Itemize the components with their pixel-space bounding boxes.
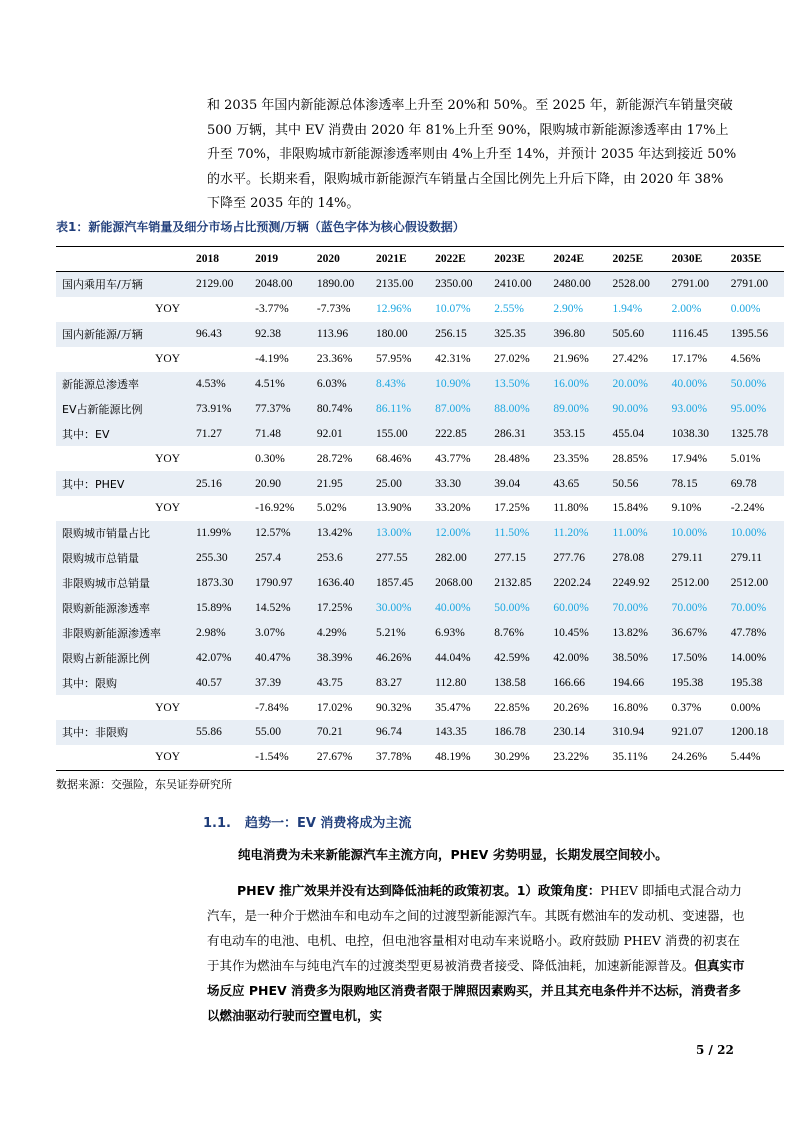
table-cell: 25.16 [190, 471, 249, 496]
table-cell: 180.00 [370, 322, 429, 347]
table-cell: 10.07% [435, 303, 471, 316]
table-cell: 4.51% [249, 372, 311, 397]
bold-phrase: 但真实市场反应 PHEV 消费多为限购地区消费者限于牌照因素购买，并且其充电条件并不达标，消费者多以燃油驱动行驶而空置电机，实 [207, 958, 745, 1023]
table-cell: 195.38 [666, 670, 725, 695]
data-source: 数据来源：交强险，东吴证券研究所 [56, 778, 232, 791]
table-cell: 9.10% [671, 502, 702, 515]
table-cell: 10.00% [725, 521, 784, 546]
row-label: 限购城市销量占比 [56, 521, 190, 546]
table-cell [190, 347, 249, 372]
table-cell: 23.22% [547, 745, 606, 770]
table-cell: 69.78 [725, 471, 784, 496]
table-cell: 77.37% [249, 396, 311, 421]
table-cell: 39.04 [488, 471, 547, 496]
table-row [56, 571, 784, 596]
table-cell: 255.30 [190, 546, 249, 571]
row-label: 非限购新能源渗透率 [56, 620, 190, 645]
table-cell: 71.48 [249, 421, 311, 446]
table-cell: 1890.00 [311, 272, 370, 297]
header-year: 2035E [725, 247, 784, 272]
table-row [56, 421, 784, 446]
row-label: YOY [155, 303, 180, 316]
table-cell: 2.98% [190, 620, 249, 645]
table-cell: 2129.00 [190, 272, 249, 297]
row-label: 其中：限购 [56, 670, 190, 695]
row-label: 国内新能源/万辆 [56, 322, 190, 347]
table-row [56, 521, 784, 546]
table-cell: 15.84% [612, 502, 648, 515]
table-cell: 11.80% [553, 502, 589, 515]
table-cell: 5.01% [730, 452, 761, 465]
table-cell: 1.94% [612, 303, 643, 316]
table-cell: 83.27 [370, 670, 429, 695]
row-label: YOY [155, 452, 180, 465]
table-row [56, 596, 784, 621]
table-cell: 1200.18 [725, 720, 784, 745]
table-cell: 2.55% [494, 303, 524, 316]
table-cell: 33.20% [435, 502, 471, 515]
table-cell: 279.11 [725, 546, 784, 571]
table-cell: 92.38 [249, 322, 311, 347]
table-cell [190, 446, 249, 471]
table-cell: 11.99% [190, 521, 249, 546]
table-row [56, 297, 784, 322]
table-cell: 43.77% [435, 452, 471, 465]
table-cell: 10.00% [666, 521, 725, 546]
table-cell: 138.58 [488, 670, 547, 695]
table-cell: 282.00 [429, 546, 488, 571]
table-row [56, 396, 784, 421]
table-cell: 37.78% [370, 745, 429, 770]
table-cell: 286.31 [488, 421, 547, 446]
table-cell: 50.00% [725, 372, 784, 397]
header-year: 2018 [190, 247, 249, 272]
table-cell: 2350.00 [429, 272, 488, 297]
table-cell: 15.89% [190, 596, 249, 621]
table-cell: -3.77% [255, 303, 289, 316]
table-cell: 5.21% [370, 620, 429, 645]
row-label: YOY [155, 353, 180, 366]
table-cell: 2048.00 [249, 272, 311, 297]
table-cell: 2528.00 [607, 272, 666, 297]
table-cell: 325.35 [488, 322, 547, 347]
table-row [56, 471, 784, 496]
table-cell: 70.21 [311, 720, 370, 745]
table-cell: 2132.85 [488, 571, 547, 596]
table-cell: 73.91% [190, 396, 249, 421]
table-cell [190, 695, 249, 720]
bold-phrase: PHEV 推广效果并没有达到降低油耗的政策初衷。1）政策角度： [237, 883, 601, 898]
table-cell: 277.15 [488, 546, 547, 571]
table-cell: 4.53% [190, 372, 249, 397]
table-cell: 17.25% [311, 596, 370, 621]
table-cell: 256.15 [429, 322, 488, 347]
table-cell: 17.25% [494, 502, 530, 515]
table-cell: 222.85 [429, 421, 488, 446]
table-cell: 35.47% [435, 701, 471, 714]
table-cell: 42.31% [435, 353, 471, 366]
table-caption: 表1：新能源汽车销量及细分市场占比预测/万辆（蓝色字体为核心假设数据） [56, 220, 465, 234]
table-cell: 13.50% [488, 372, 547, 397]
table-cell: 89.00% [547, 396, 606, 421]
table-cell: 14.52% [249, 596, 311, 621]
table-cell: 23.36% [316, 353, 353, 366]
row-label: 限购新能源渗透率 [56, 596, 190, 621]
table-cell: 17.94% [671, 452, 708, 465]
table-cell: 86.11% [370, 396, 429, 421]
table-cell: 55.00 [249, 720, 311, 745]
table-cell: 12.00% [429, 521, 488, 546]
intro-line: 升至 70%，非限购城市新能源渗透率则由 4%上升至 14%，并预计 2035 年达到接近 50% [207, 147, 737, 162]
table-cell: 2791.00 [666, 272, 725, 297]
table-cell: 42.00% [547, 645, 606, 670]
table-cell: 70.00% [607, 596, 666, 621]
table-cell: 2.90% [553, 303, 584, 316]
intro-line: 的水平。长期来看，限购城市新能源汽车销量占全国比例先上升后下降，由 2020 年 38% [207, 171, 724, 187]
table-cell: 112.80 [429, 670, 488, 695]
table-cell: 13.42% [311, 521, 370, 546]
table-cell [190, 745, 249, 770]
row-label: 其中：EV [56, 421, 190, 446]
intro-paragraph [207, 94, 745, 217]
row-label: 限购城市总销量 [56, 546, 190, 571]
table-cell: 55.86 [190, 720, 249, 745]
header-year: 2021E [370, 247, 429, 272]
table-cell: 396.80 [547, 322, 606, 347]
row-label: 限购占新能源比例 [56, 645, 190, 670]
table-cell: 46.26% [370, 645, 429, 670]
table-cell: 70.00% [725, 596, 784, 621]
intro-line: 500 万辆，其中 EV 消费由 2020 年 81%上升至 90%，限购城市新能源渗透率由 17%上 [207, 122, 729, 138]
table-cell: 44.04% [429, 645, 488, 670]
table-cell: 11.20% [547, 521, 606, 546]
table-cell: 28.85% [612, 452, 648, 465]
row-label: 其中：非限购 [56, 720, 190, 745]
table-cell: 47.78% [725, 620, 784, 645]
table-cell: 21.95 [311, 471, 370, 496]
table-cell: 68.46% [376, 452, 412, 465]
table-cell: -2.24% [730, 502, 765, 515]
table-cell: 96.43 [190, 322, 249, 347]
table-cell: 20.26% [553, 701, 589, 714]
table-cell: 195.38 [725, 670, 784, 695]
header-year: 2025E [607, 247, 666, 272]
table-cell: 80.74% [311, 396, 370, 421]
table-cell: 30.29% [488, 745, 547, 770]
table-row [56, 372, 784, 397]
table-cell: 95.00% [725, 396, 784, 421]
section-heading [203, 812, 411, 831]
table-row [56, 745, 784, 770]
table-cell: 28.48% [494, 452, 530, 465]
table-cell: 36.67% [666, 620, 725, 645]
table-cell: 33.30 [429, 471, 488, 496]
table-cell: 17.17% [671, 353, 708, 366]
table-cell: 279.11 [666, 546, 725, 571]
table-row [56, 446, 784, 471]
table-cell: 143.35 [429, 720, 488, 745]
table-cell: 155.00 [370, 421, 429, 446]
table-cell: 50.56 [607, 471, 666, 496]
table-cell: 257.4 [249, 546, 311, 571]
table-cell: 88.00% [488, 396, 547, 421]
table-cell: 353.15 [547, 421, 606, 446]
table-cell: 4.29% [311, 620, 370, 645]
table-cell: -4.19% [255, 353, 289, 366]
table-header-row [56, 247, 784, 272]
table-cell: 22.85% [494, 701, 530, 714]
table-cell: 50.00% [488, 596, 547, 621]
table-cell: 10.90% [429, 372, 488, 397]
table-cell: 5.44% [725, 745, 784, 770]
table-cell: 186.78 [488, 720, 547, 745]
body-text: PHEV 即插电式混合动力汽车，是一种介于燃油车和电动车之间的过渡型新能源汽车。其既有燃油车的发动机、变速器，也有电动车的电池、电机、电控，但电池容量相对电动车来说略小。政府鼓励 PHEV 消费的初衷在于其作为燃油车与纯电汽车的过渡类型更易被消费者接受、降低油耗，加速新能源普及。 [207, 883, 745, 973]
table-row [56, 720, 784, 745]
table-cell: 13.00% [370, 521, 429, 546]
table-cell: 2512.00 [725, 571, 784, 596]
table-cell: 1116.45 [666, 322, 725, 347]
header-year: 2019 [249, 247, 311, 272]
table-cell: 1395.56 [725, 322, 784, 347]
table-cell: 13.82% [607, 620, 666, 645]
table-cell [190, 297, 249, 322]
table-cell: 6.03% [311, 372, 370, 397]
row-label: EV占新能源比例 [56, 396, 190, 421]
table-cell: -7.73% [316, 303, 351, 316]
table-cell: 40.47% [249, 645, 311, 670]
table-cell: 11.00% [607, 521, 666, 546]
table-cell: 21.96% [553, 353, 589, 366]
table-cell: 277.76 [547, 546, 606, 571]
table-cell: 0.00% [730, 701, 761, 714]
table-row [56, 496, 784, 521]
table-row [56, 695, 784, 720]
table-cell: 1790.97 [249, 571, 311, 596]
table-cell: 2791.00 [725, 272, 784, 297]
table-cell: 8.76% [488, 620, 547, 645]
table-cell: 48.19% [429, 745, 488, 770]
table-cell: 38.39% [311, 645, 370, 670]
table-cell: 43.75 [311, 670, 370, 695]
section-number: 1.1. [203, 816, 231, 831]
table-row [56, 620, 784, 645]
table-cell: 16.80% [612, 701, 648, 714]
header-year: 2024E [547, 247, 606, 272]
table-cell: 455.04 [607, 421, 666, 446]
header-blank [56, 247, 190, 272]
table-cell: 27.42% [612, 353, 648, 366]
table-row [56, 546, 784, 571]
table-cell: 10.45% [547, 620, 606, 645]
table-cell: -16.92% [255, 502, 295, 515]
table-cell: 60.00% [547, 596, 606, 621]
forecast-table [56, 246, 784, 771]
table-cell: 20.90 [249, 471, 311, 496]
table-cell: 16.00% [547, 372, 606, 397]
section-title: 趋势一：EV 消费将成为主流 [244, 816, 412, 831]
table-cell: 87.00% [429, 396, 488, 421]
header-year: 2022E [429, 247, 488, 272]
table-cell: 27.67% [311, 745, 370, 770]
table-cell: 2068.00 [429, 571, 488, 596]
table-cell: 12.57% [249, 521, 311, 546]
table-cell: 2512.00 [666, 571, 725, 596]
table-cell: 2202.24 [547, 571, 606, 596]
table-cell: 166.66 [547, 670, 606, 695]
row-label: YOY [56, 745, 190, 770]
table-cell: 8.43% [370, 372, 429, 397]
header-year: 2023E [488, 247, 547, 272]
table-cell: 2410.00 [488, 272, 547, 297]
table-cell: 92.01 [311, 421, 370, 446]
table-cell: 3.07% [249, 620, 311, 645]
table-cell: 27.02% [494, 353, 530, 366]
table-cell: 12.96% [376, 303, 412, 316]
table-cell: 25.00 [370, 471, 429, 496]
table-cell: 37.39 [249, 670, 311, 695]
table-cell: 278.08 [607, 546, 666, 571]
table-cell: 253.6 [311, 546, 370, 571]
table-cell: 2.00% [671, 303, 702, 316]
table-row [56, 347, 784, 372]
table-cell: 6.93% [429, 620, 488, 645]
table-cell: 43.65 [547, 471, 606, 496]
table-cell: 921.07 [666, 720, 725, 745]
table-cell: -7.84% [255, 701, 289, 714]
intro-line: 下降至 2035 年的 14%。 [207, 196, 360, 211]
table-cell: 96.74 [370, 720, 429, 745]
table-cell: 71.27 [190, 421, 249, 446]
table-cell: 90.00% [607, 396, 666, 421]
table-cell: 78.15 [666, 471, 725, 496]
table-row [56, 645, 784, 670]
table-cell: 17.50% [666, 645, 725, 670]
table-row [56, 670, 784, 695]
table-cell: 1873.30 [190, 571, 249, 596]
intro-line: 和 2035 年国内新能源总体渗透率上升至 20%和 50%。至 2025 年，新能源汽车销量突破 [207, 98, 733, 113]
table-cell: 0.00% [730, 303, 761, 316]
table-cell: 1325.78 [725, 421, 784, 446]
table-cell: 0.37% [671, 701, 702, 714]
table-cell: 40.00% [666, 372, 725, 397]
table-cell: 42.59% [488, 645, 547, 670]
table-cell: 2249.92 [607, 571, 666, 596]
table-cell: 14.00% [725, 645, 784, 670]
row-label: 其中：PHEV [56, 471, 190, 496]
table-cell: 1038.30 [666, 421, 725, 446]
table-cell: 310.94 [607, 720, 666, 745]
body-paragraph [207, 878, 745, 1028]
table-cell: 35.11% [607, 745, 666, 770]
row-label: YOY [155, 502, 180, 515]
table-cell: 113.96 [311, 322, 370, 347]
table-cell: 4.56% [730, 353, 761, 366]
row-label: 非限购城市总销量 [56, 571, 190, 596]
table-cell: 1636.40 [311, 571, 370, 596]
table-cell: 13.90% [376, 502, 412, 515]
table-cell: 2135.00 [370, 272, 429, 297]
page-number: 5 / 22 [696, 1043, 734, 1057]
row-label: 新能源总渗透率 [56, 372, 190, 397]
table-cell: 17.02% [316, 701, 353, 714]
table-cell: 277.55 [370, 546, 429, 571]
table-cell: 40.00% [429, 596, 488, 621]
table-cell: 23.35% [553, 452, 589, 465]
table-cell: 11.50% [488, 521, 547, 546]
table-cell: 20.00% [607, 372, 666, 397]
table-row [56, 322, 784, 347]
table-cell: 194.66 [607, 670, 666, 695]
table-cell: 42.07% [190, 645, 249, 670]
table-cell: 57.95% [376, 353, 412, 366]
table-cell: 40.57 [190, 670, 249, 695]
header-year: 2020 [311, 247, 370, 272]
table-cell: 93.00% [666, 396, 725, 421]
header-year: 2030E [666, 247, 725, 272]
table-cell: 28.72% [316, 452, 353, 465]
table-cell: -1.54% [249, 745, 311, 770]
table-cell: 38.50% [607, 645, 666, 670]
table-cell: 230.14 [547, 720, 606, 745]
table-cell: 505.60 [607, 322, 666, 347]
table-cell: 70.00% [666, 596, 725, 621]
table-cell: 5.02% [316, 502, 347, 515]
table-cell: 24.26% [666, 745, 725, 770]
table-cell [190, 496, 249, 521]
table-cell: 90.32% [376, 701, 412, 714]
table-cell: 0.30% [255, 452, 285, 465]
table-cell: 2480.00 [547, 272, 606, 297]
row-label: YOY [155, 701, 180, 714]
table-row [56, 272, 784, 297]
table-cell: 30.00% [370, 596, 429, 621]
lead-sentence: 纯电消费为未来新能源汽车主流方向，PHEV 劣势明显，长期发展空间较小。 [238, 847, 668, 862]
row-label: 国内乘用车/万辆 [56, 272, 190, 297]
table-cell: 1857.45 [370, 571, 429, 596]
